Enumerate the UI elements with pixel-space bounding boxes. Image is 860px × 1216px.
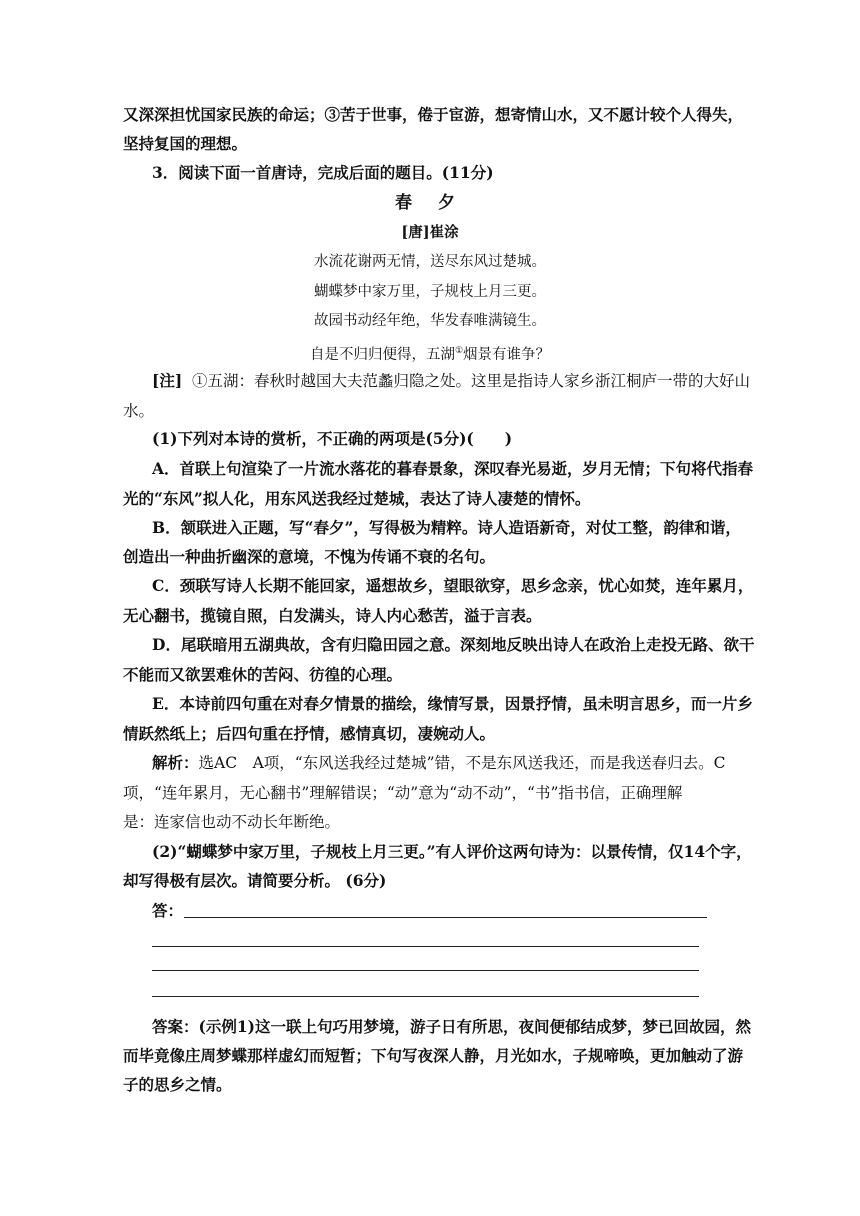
analysis-text: 选AC A项，“东风送我经过楚城”错，不是东风送我还，而是我送春归去。C	[198, 754, 726, 772]
note-label: [注]	[152, 371, 183, 390]
option-a: A．首联上句渲染了一片流水落花的暮春景象，深叹春光易逝，岁月无情；下句将代指春	[152, 459, 754, 478]
question-1-stem: (1)下列对本诗的赏析，不正确的两项是(5分)( )	[152, 429, 513, 448]
poem-line: 故园书动经年绝，华发春唯满镜生。	[314, 313, 546, 329]
option-d: D．尾联暗用五湖典故，含有归隐田园之意。深刻地反映出诗人在政治上走投无路、欲干	[152, 635, 755, 654]
question-3-heading: 3．阅读下面一首唐诗，完成后面的题目。(11分)	[152, 163, 494, 182]
note-line	[152, 370, 750, 392]
poem-line	[0, 340, 860, 366]
option-e: E．本诗前四句重在对春夕情景的描绘，缘情写景，因景抒情，虽未明言思乡，而一片乡	[152, 694, 753, 713]
note-line: 水。	[123, 402, 155, 420]
analysis-line	[152, 752, 725, 774]
option-e: 情跃然纸上；后四句重在抒情，感情真切，凄婉动人。	[123, 724, 496, 743]
poem-title: 春 夕	[395, 193, 465, 213]
answer-blank-line[interactable]	[152, 996, 699, 997]
analysis-line: 项，“连年累月，无心翻书”理解错误；“动”意为“动不动”，“书”指书信，正确理解	[123, 784, 683, 802]
question-2-stem: (2)“蝴蝶梦中家万里，子规枝上月三更。”有人评价这两句诗为：以景传情，仅14个字，	[152, 842, 752, 861]
question-2-stem: 却写得极有层次。请简要分析。 (6分)	[123, 871, 387, 890]
analysis-line: 是：连家信也动不动长年断绝。	[123, 813, 341, 831]
paragraph-line: 坚持复国的理想。	[123, 134, 248, 153]
answer-line	[152, 1016, 751, 1038]
option-c: 无心翻书，揽镜自照，白发满头，诗人内心愁苦，溢于言表。	[123, 606, 542, 625]
answer-label: 答案：	[152, 1017, 199, 1036]
poem-line: 水流花谢两无情，送尽东风过楚城。	[314, 254, 546, 270]
option-b: 创造出一种曲折幽深的意境，不愧为传诵不衰的名句。	[123, 547, 496, 566]
poem-line-part: 自是不归归便得，五湖	[309, 346, 455, 363]
poem-author: [唐]崔涂	[401, 224, 459, 241]
answer-blank-line[interactable]	[152, 946, 699, 947]
option-b: B．颔联进入正题，写“春夕”，写得极为精粹。诗人造语新奇，对仗工整，韵律和谐，	[152, 518, 741, 537]
answer-blank-line[interactable]	[152, 970, 699, 971]
option-d: 不能而又欲罢难休的苦闷、彷徨的心理。	[123, 665, 403, 684]
answer-text: (示例1)这一联上句巧用梦境，游子日有所思，夜间便郁结成梦，梦已回故园，然	[198, 1017, 751, 1036]
answer-prompt-label: 答：	[152, 901, 184, 920]
option-c: C．颈联写诗人长期不能回家，遥想故乡，望眼欲穿，思乡念亲，忧心如焚，连年累月，	[152, 576, 754, 595]
footnote-marker: ①	[454, 346, 464, 356]
poem-line: 蝴蝶梦中家万里，子规枝上月三更。	[314, 284, 546, 300]
analysis-label: 解析：	[152, 753, 199, 772]
poem-line-part: 烟景有谁争？	[463, 346, 551, 363]
answer-blank-line[interactable]	[184, 917, 707, 918]
answer-line: 而毕竟像庄周梦蝶那样虚幻而短暂；下句写夜深人静，月光如水，子规啼唤，更加触动了游	[123, 1046, 744, 1065]
note-text: ①五湖：春秋时越国大夫范蠡归隐之处。这里是指诗人家乡浙江桐庐一带的大好山	[192, 372, 751, 390]
answer-line: 子的思乡之情。	[123, 1075, 232, 1094]
option-a: 光的“东风”拟人化，用东风送我经过楚城，表达了诗人凄楚的情怀。	[123, 489, 591, 508]
paragraph-line: 又深深担忧国家民族的命运；③苦于世事，倦于宦游，想寄情山水，又不愿计较个人得失，	[123, 105, 744, 124]
